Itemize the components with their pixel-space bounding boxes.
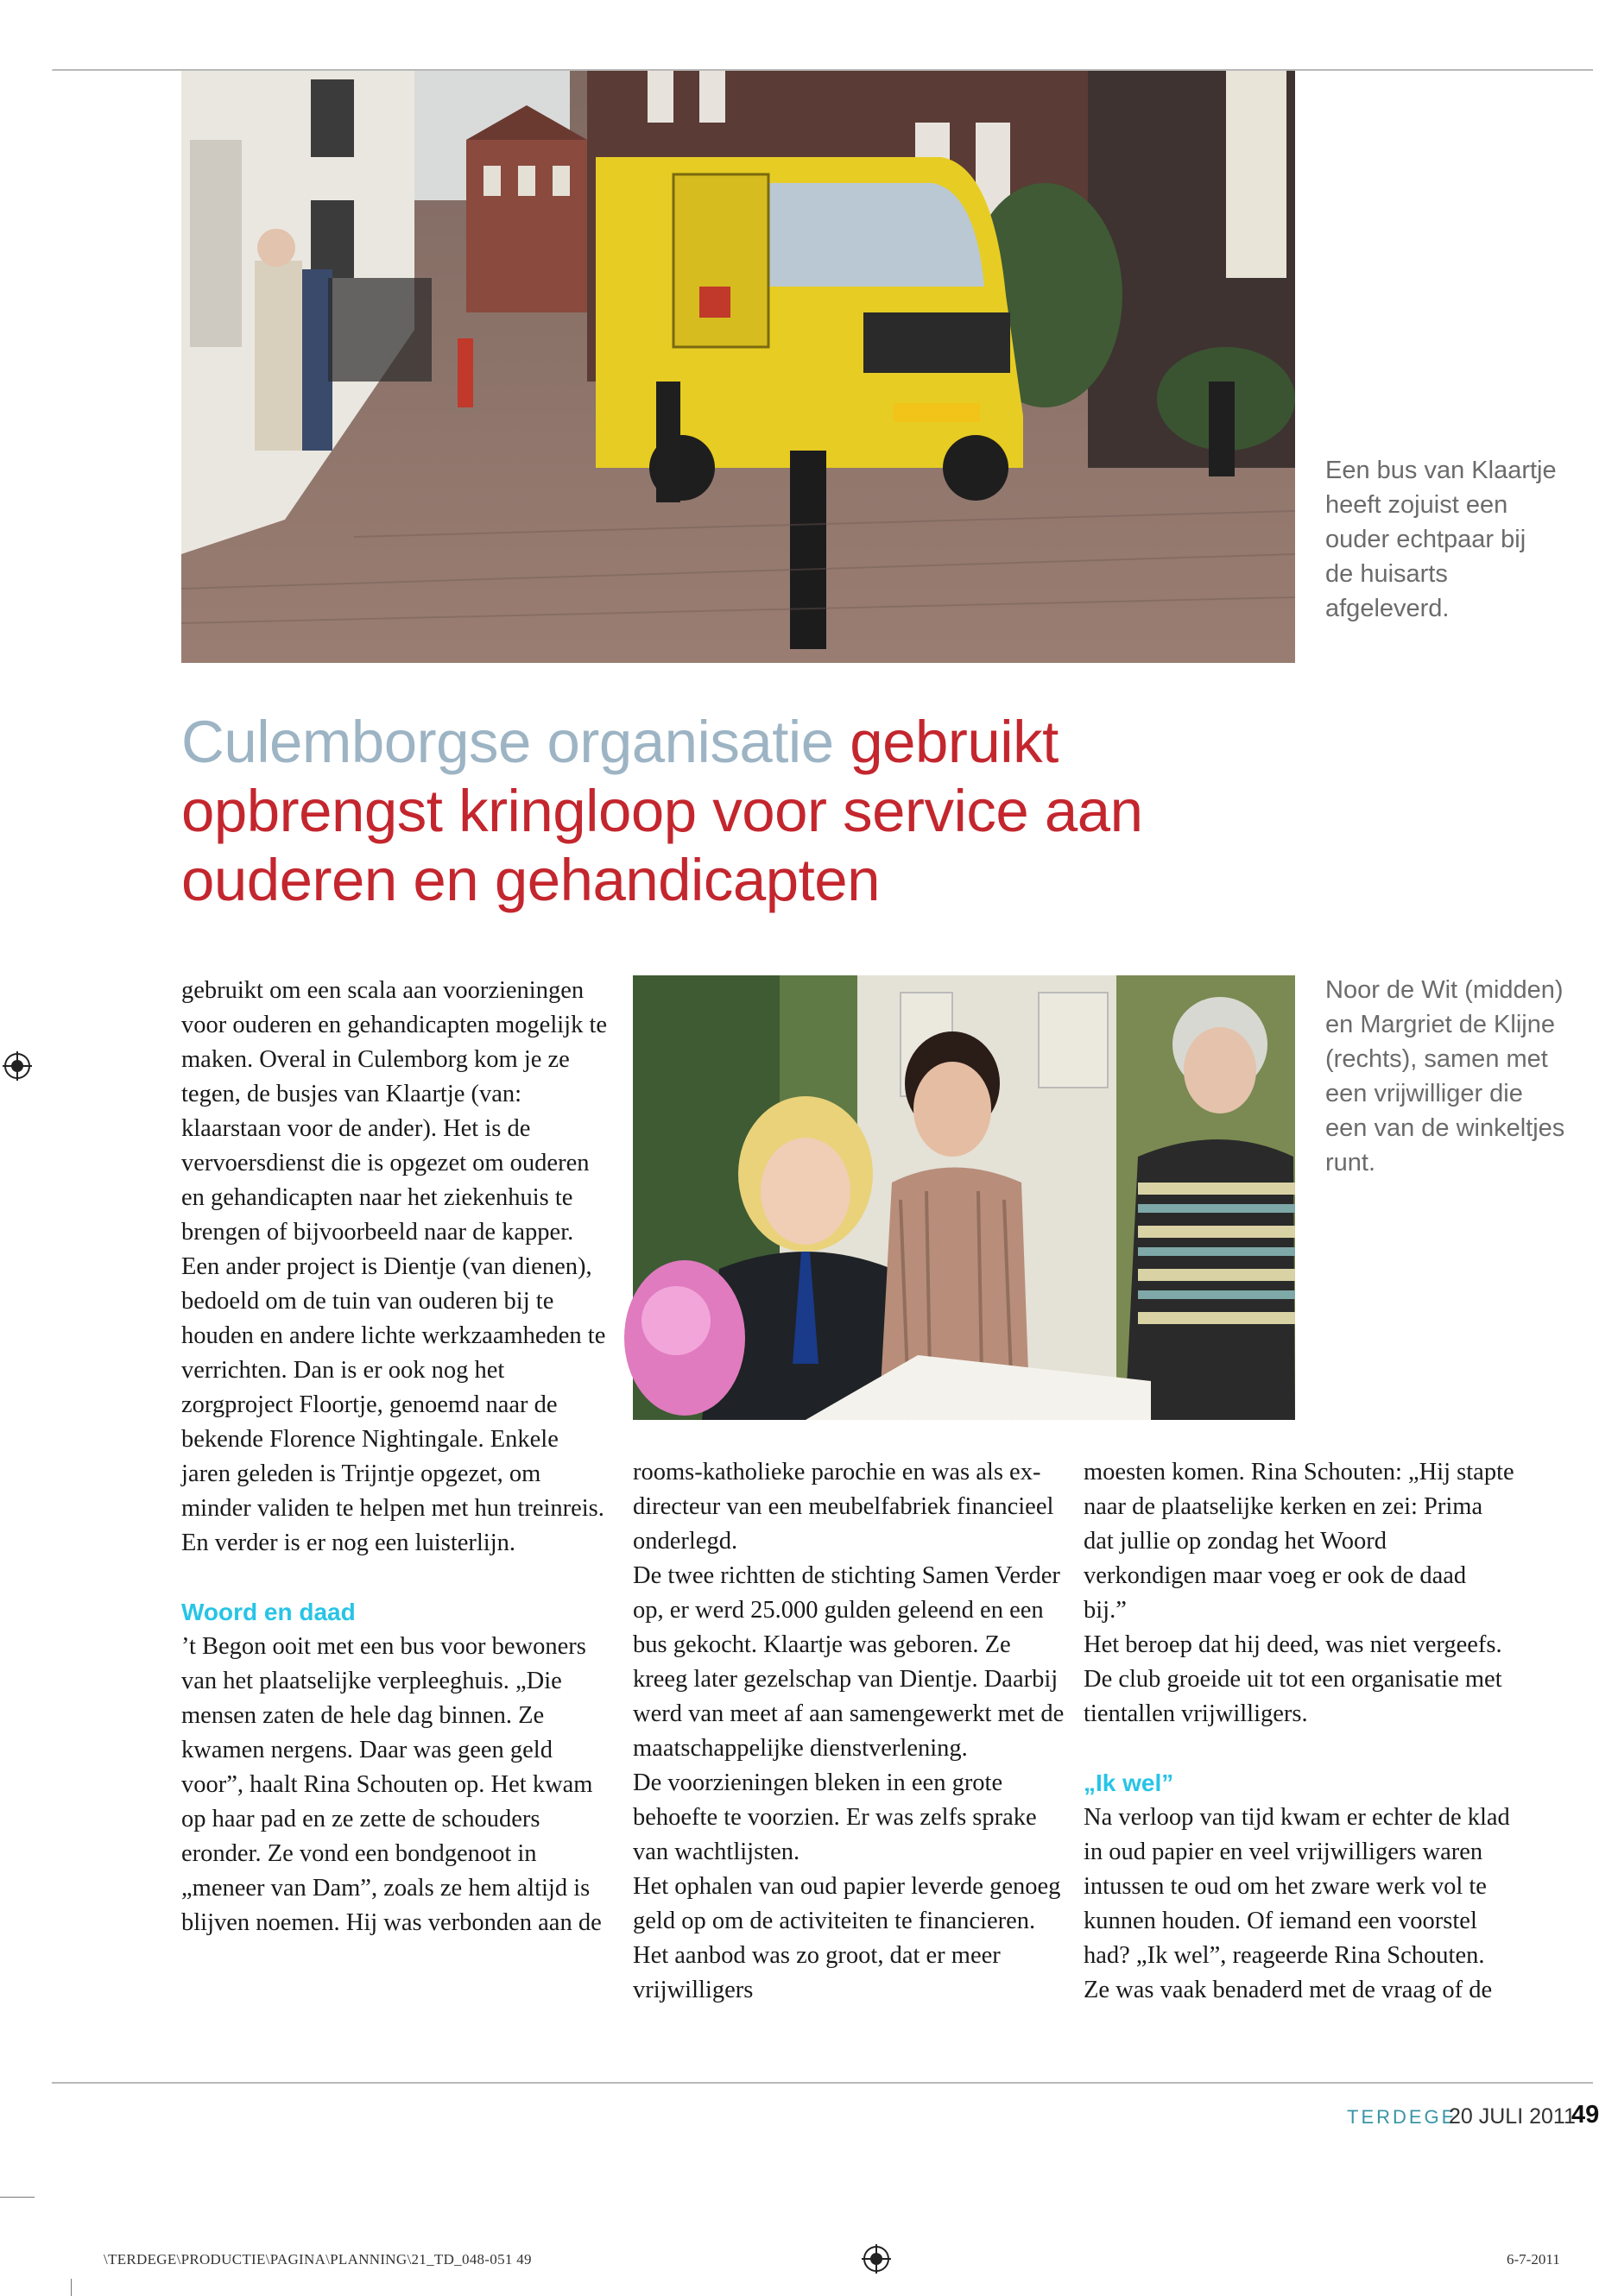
registration-mark-icon — [3, 1051, 32, 1081]
paragraph: ’t Begon ooit met een bus voor bewoners van het plaatselijke verpleeghuis. „Die mensen zaten de hele dag binnen. Ze kwamen nergens. Daar was geen geld voor”, haalt Rina Schouten op. Het kwam op haar pad en ze zette de schouders eronder. Ze vond een bondgenoot in „meneer van Dam”, zoals ze hem altijd is blijven noemen. Hij was verbonden aan de — [181, 1633, 602, 1936]
body-column-2 — [633, 1455, 1065, 2008]
print-slug-date: 6-7-2011 — [1507, 2251, 1560, 2268]
headline-red-part: gebruikt opbrengst kringloop voor service aan ouderen en gehandicapten — [181, 709, 1143, 913]
footer-date: 20 JULI 2011 — [1449, 2104, 1576, 2129]
paragraph: De twee richtten de stichting Samen Verder op, er werd 25.000 gulden geleend en een bus gekocht. Klaartje was geboren. Ze kreeg later gezelschap van Dientje. Daarbij werd van meet af aan samengewerkt met de maatschappelijke dienstverlening. — [633, 1562, 1065, 1762]
subhead-ik-wel: „Ik wel” — [1084, 1769, 1174, 1796]
body-column-1 — [181, 974, 613, 1940]
registration-mark-icon — [862, 2244, 891, 2274]
photo-three-women — [633, 975, 1295, 1420]
paragraph: De voorzieningen bleken in een grote behoefte te voorzien. Er was zelfs sprake van wachtlijsten. — [633, 1769, 1037, 1865]
crop-mark — [71, 2279, 72, 2296]
footer-page-number: 49 — [1571, 2101, 1599, 2129]
body-column-3 — [1084, 1455, 1515, 2008]
paragraph: Na verloop van tijd kwam er echter de klad in oud papier en veel vrijwilligers waren intussen te oud om het zware werk vol te kunnen houden. Of iemand een voorstel had? „Ik wel”, reageerde Rina Schouten. Ze was vaak benaderd met de vraag of de — [1084, 1804, 1510, 2003]
crop-mark — [0, 2197, 35, 2198]
caption-middle-photo: Noor de Wit (midden) en Margriet de Klijne (rechts), samen met een vrijwilliger die een van de winkeltjes runt. — [1325, 976, 1565, 1176]
paragraph: moesten komen. Rina Schouten: „Hij stapte naar de plaatselijke kerken en zei: Prima dat jullie op zondag het Woord verkondigen maar voeg er ook de daad bij.” — [1084, 1459, 1514, 1624]
bottom-rule — [52, 2082, 1593, 2084]
paragraph: Het ophalen van oud papier leverde genoeg geld op om de activiteiten te financieren. Het aanbod was zo groot, dat er meer vrijwilligers — [633, 1873, 1061, 2003]
paragraph: gebruikt om een scala aan voorzieningen voor ouderen en gehandicapten mogelijk te maken. Overal in Culemborg kom je ze tegen, de busjes van Klaartje (van: klaarstaan voor de ander). Het is de vervoersdienst die is opgezet om ouderen en gehandicapten naar het ziekenhuis te brengen of bijvoorbeeld naar de kapper. — [181, 977, 608, 1246]
paragraph: Een ander project is Dientje (van dienen), bedoeld om de tuin van ouderen bij te houden en andere lichte werkzaamheden te verrichten. Dan is er ook nog het zorgproject Floortje, genoemd naar de bekende Florence Nightingale. Enkele jaren geleden is Trijntje opgezet, om minder validen te helpen met hun treinreis. En verder is er nog een luisterlijn. — [181, 1253, 606, 1556]
print-slug: \TERDEGE\PRODUCTIE\PAGINA\PLANNING\21_TD_048-051 49 — [104, 2251, 532, 2268]
subhead-woord-en-daad: Woord en daad — [181, 1599, 356, 1625]
footer-brand: TERDEGE — [1347, 2106, 1457, 2128]
headline — [181, 708, 1304, 915]
paragraph: rooms-katholieke parochie en was als ex-directeur van een meubelfabriek financieel onderlegd. — [633, 1459, 1054, 1555]
photo-yellow-van-street — [181, 71, 1295, 663]
paragraph: Het beroep dat hij deed, was niet vergeefs. De club groeide uit tot een organisatie met tientallen vrijwilligers. — [1084, 1631, 1502, 1727]
caption-top-photo: Een bus van Klaartje heeft zojuist een ouder echtpaar bij de huisarts afgeleverd. — [1325, 457, 1557, 622]
headline-light-part: Culemborgse organisatie — [181, 709, 834, 775]
